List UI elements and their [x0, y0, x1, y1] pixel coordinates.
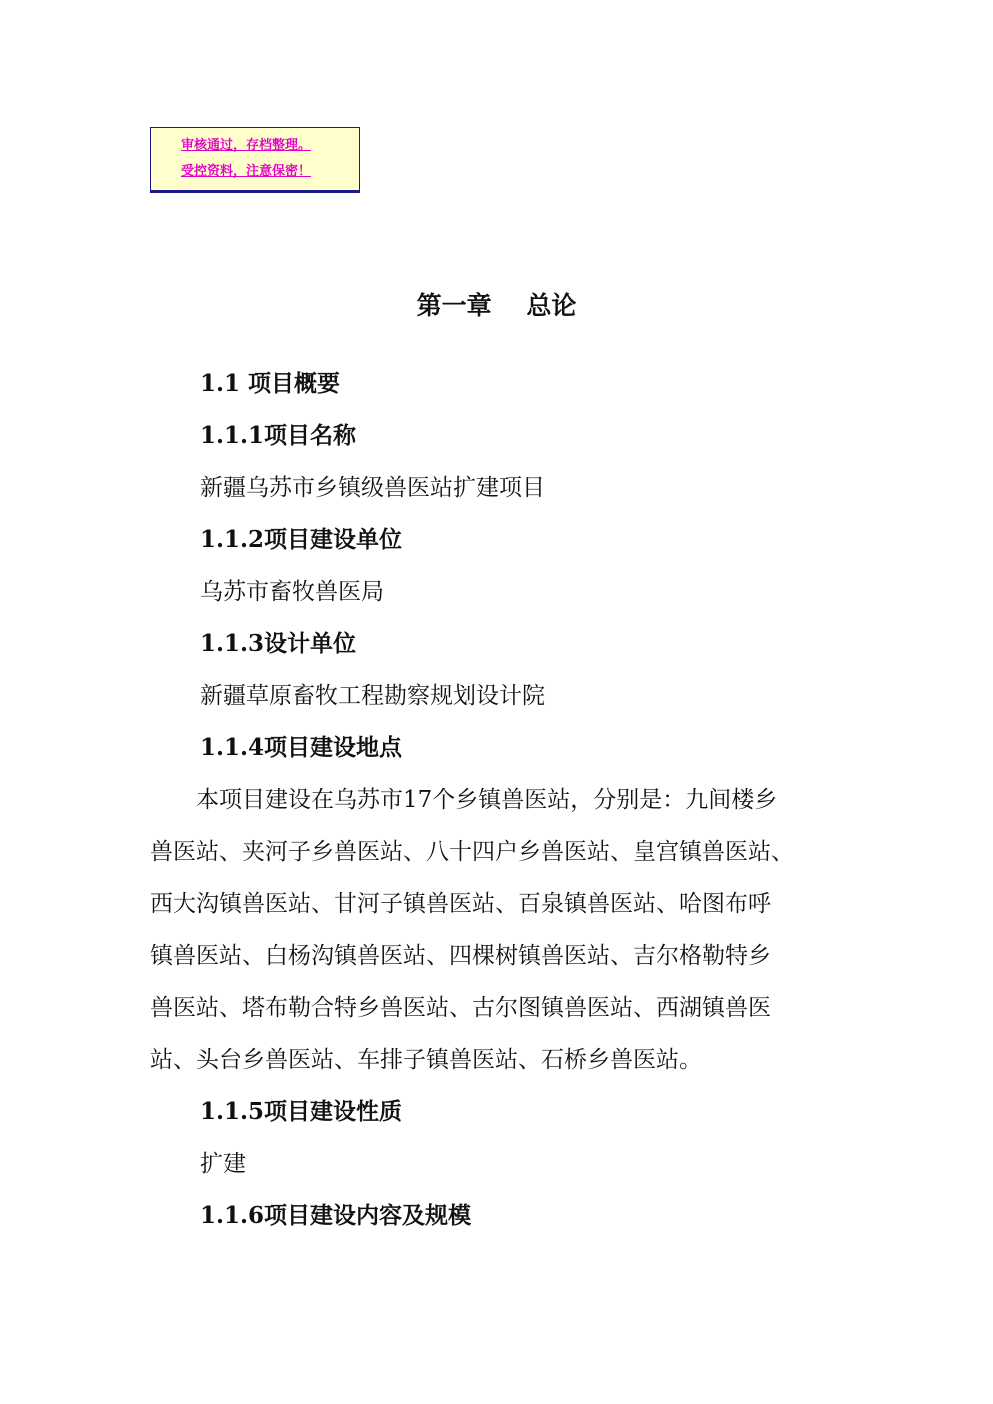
stamp-line-approved: 审核通过，存档整理。	[181, 138, 312, 153]
builder-text: 乌苏市畜牧兽医局	[200, 579, 384, 605]
nature-text: 扩建	[200, 1151, 246, 1177]
section-heading-1-1: 1.1 项目概要	[200, 370, 341, 397]
chapter-title: 第一章 总论	[416, 291, 577, 320]
location-line: 站、头台乡兽医站、车排子镇兽医站、石桥乡兽医站。	[150, 1047, 702, 1073]
location-line: 本项目建设在乌苏市17个乡镇兽医站，分别是：九间楼乡	[196, 787, 778, 813]
location-line: 镇兽医站、白杨沟镇兽医站、四棵树镇兽医站、吉尔格勒特乡	[150, 943, 771, 969]
section-heading-1-1-3: 1.1.3设计单位	[200, 630, 357, 657]
location-paragraph	[150, 783, 850, 1103]
section-heading-1-1-5: 1.1.5项目建设性质	[200, 1098, 403, 1125]
stamp-line-confidential: 受控资料，注意保密！	[181, 164, 312, 179]
designer-text: 新疆草原畜牧工程勘察规划设计院	[200, 683, 545, 709]
section-heading-1-1-1: 1.1.1项目名称	[200, 422, 357, 449]
location-line: 西大沟镇兽医站、甘河子镇兽医站、百泉镇兽医站、哈图布呼	[150, 891, 771, 917]
location-line: 兽医站、夹河子乡兽医站、八十四户乡兽医站、皇宫镇兽医站、	[150, 839, 794, 865]
location-line: 兽医站、塔布勒合特乡兽医站、古尔图镇兽医站、西湖镇兽医	[150, 995, 771, 1021]
project-name-text: 新疆乌苏市乡镇级兽医站扩建项目	[200, 475, 545, 501]
section-heading-1-1-4: 1.1.4项目建设地点	[200, 734, 403, 761]
section-heading-1-1-6: 1.1.6项目建设内容及规模	[200, 1202, 472, 1229]
approval-stamp	[150, 127, 360, 191]
section-heading-1-1-2: 1.1.2项目建设单位	[200, 526, 403, 553]
